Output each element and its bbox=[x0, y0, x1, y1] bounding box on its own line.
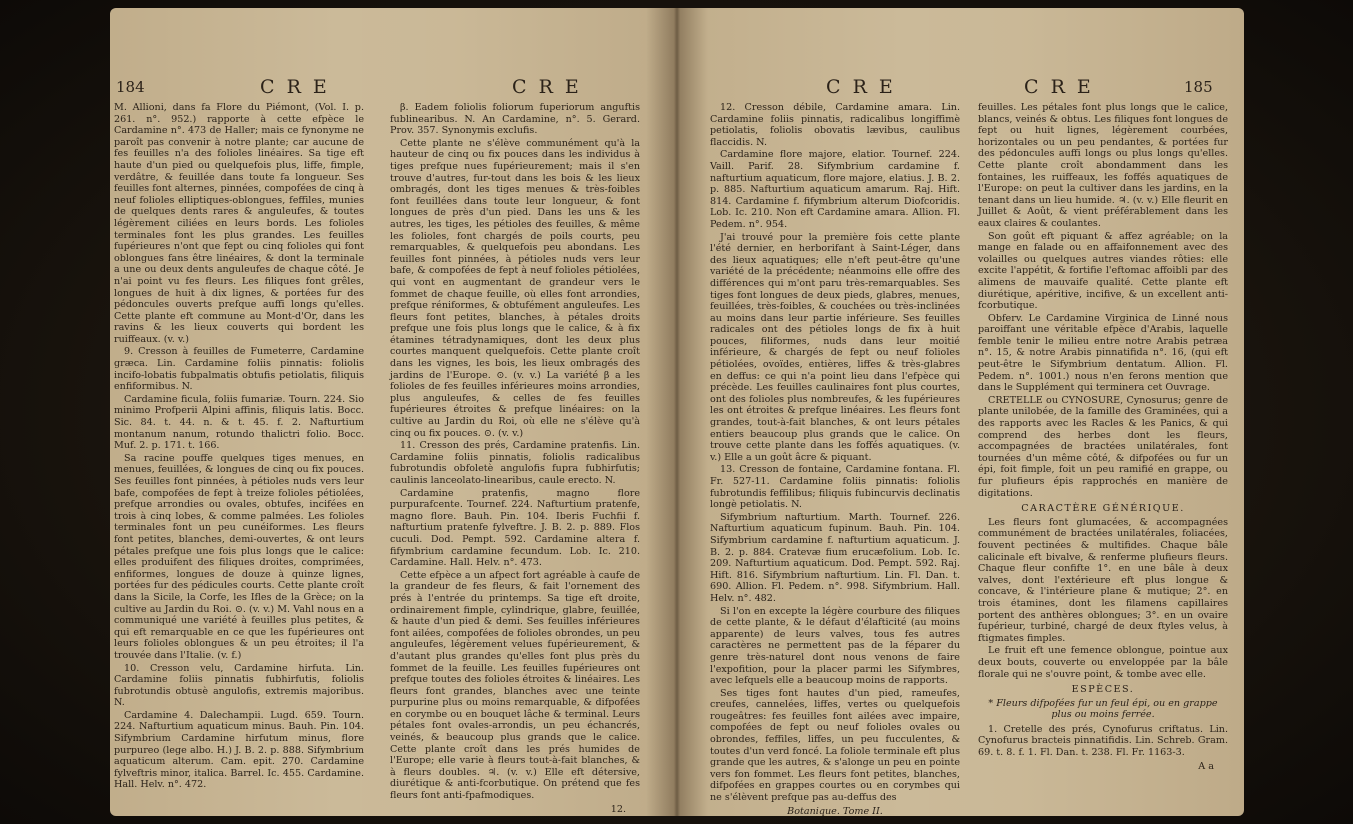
species-entry: 13. Cresson de fontaine, Cardamine fontana. Fl. Fr. 527-11. Cardamine foliis pinnatis: foliolis fubrotundis feffilibus; filiquis fubincurvis declinatis longè petiolatis. N. bbox=[710, 464, 960, 511]
left-page bbox=[110, 8, 676, 816]
species-entry: 11. Cresson des prés, Cardamine pratenfis. Lin. Cardamine foliis pinnatis, foliolis radicalibus fubrotundis obfoletè angulofis fupra fubhirfutis; caulinis lanceolato-linearibus, caule erecto. N. bbox=[390, 440, 640, 486]
genus-entry: CRETELLE ou CYNOSURE, Cynosurus; genre de plante unilobée, de la famille des Graminées, qui a des rapports avec les Racles & les Panics, & qui comprend des herbes dont les fleurs, accompagnées de bractées unilatérales, font tournées d'un même côté, & difpofées ou fur un épi, foit fimple, foit un peu ramifié en grappe, ou fur plufieurs épis rapprochés en manière de digitations. bbox=[978, 394, 1228, 499]
right-column-2 bbox=[978, 102, 1228, 773]
right-header-inner: C R E bbox=[826, 76, 896, 98]
paragraph: M. Allioni, dans fa Flore du Piémont, (Vol. I. p. 261. n°. 952.) rapporte à cette efpèce le Cardamine n°. 473 de Haller; mais ce fynonyme ne paroît pas convenir à notre plante; car aucune de fes feuilles n'a des folioles linéaires. Sa tige eft haute d'un pied ou quelquefois plus, liffe, fimple, verdâtre, & feuillée dans toute fa longueur. Ses feuilles font alternes, pinnées, compofées de cinq à neuf folioles elliptiques-oblongues, feffiles, munies de quelques dents rares & anguleufes, & toutes légèrement ciliées en leurs bords. Les folioles terminales font les plus grandes. Les feuilles fupérieures n'ont que fept ou cinq folioles qui font oblongues fans être linéaires, & dont la terminale a une ou deux dents anguleufes de chaque côté. Je n'ai point vu fes fleurs. Les filiques font grêles, longues de huit à dix lignes, & portées fur des pédoncules ouverts prefque auffi longs qu'elles. Cette plante eft commune au Mont-d'Or, dans les ravins & les lieux couverts qui bordent les ruiffeaux. (v. v.) bbox=[114, 102, 364, 345]
species-entry: 10. Cresson velu, Cardamine hirfuta. Lin. Cardamine foliis pinnatis fubhirfutis, foliolis fubrotundis obtusè angulofis, extremis majoribus. N. bbox=[114, 662, 364, 709]
paragraph: Cette efpèce a un afpect fort agréable à caufe de la grandeur de fes fleurs, & fait l'ornement des prés à l'entrée du printemps. Sa tige eft droite, ordinairement fimple, cylindrique, glabre, feuillée, & haute d'un pied & demi. Ses feuilles inférieures font ailées, compofées de folioles obrondes, un peu anguleufes, légèrement velues fupérieurement, & d'autant plus grandes qu'elles font plus près du fommet de la feuille. Les feuilles fupérieures ont prefque toutes des folioles étroites & linéaires. Les fleurs font grandes, blanches avec une teinte purpurine plus ou moins remarquable, & difpofées en corymbe ou en bouquet lâche & terminal. Leurs pétales font ovales-arrondis, un peu échancrés, veinés, & beaucoup plus grands que le calice. Cette plante croît dans les prés humides de l'Europe; elle varie à fleurs tout-à-fait blanches, & à fleurs doubles. ♃. (v. v.) Elle eft détersive, diurétique & anti-fcorbutique. On prétend que fes fleurs font anti-fpafmodiques. bbox=[390, 569, 640, 802]
right-column-1 bbox=[710, 102, 960, 816]
paragraph: J'ai trouvé pour la première fois cette plante l'été dernier, en herborifant à Saint-Léger, dans des lieux aquatiques; elle n'eft peut-être qu'une variété de la précédente; néanmoins elle offre des différences qui m'ont paru très-remarquables. Ses tiges font longues de deux pieds, glabres, menues, feuillées, très-foibles, & couchées ou très-inclinées au moins dans leur partie inférieure. Ses feuilles radicales ont des pétioles longs de fix à huit pouces, filiformes, nuds dans leur moitié inférieure, & chargés de fept ou neuf folioles pétiolées, ovoïdes, entières, liffes & très-glabres en deffus: ce qui n'a point lieu dans l'efpèce qui précède. Les feuilles caulinaires font plus courtes, ont des folioles plus nombreufes, & les fupérieures les ont étroites & prefque linéaires. Les fleurs font grandes, tout-à-fait blanches, & ont leurs pétales entiers beaucoup plus grands que le calice. On trouve cette plante dans les foffés aquatiques. (v. v.) Elle a un goût âcre & piquant. bbox=[710, 231, 960, 463]
species-heading: ESPÈCES. bbox=[1071, 684, 1135, 696]
synonyms: Cardamine flore majore, elatior. Tournef. 224. Vaill. Parif. 28. Sifymbrium cardamine f. nafturtium aquaticum, flore majore, elatius. J. B. 2. p. 885. Nafturtium aquaticum amarum. Raj. Hift. 814. Cardamine f. fifymbrium alterum Diofcoridis. Lob. Ic. 210. Non eft Cardamine amara. Allion. Fl. Pedem. n°. 954. bbox=[710, 149, 960, 230]
left-column-2 bbox=[390, 102, 640, 816]
right-running-head bbox=[676, 76, 1244, 98]
synonyms: Cardamine pratenfis, magno flore purpurafcente. Tournef. 224. Nafturtium pratenfe, magno flore. Bauh. Pin. 104. Iberis Fuchfii f. nafturtium pratenfe fylveftre. J. B. 2. p. 889. Flos cuculi. Dod. Pempt. 592. Cardamine altera f. fifymbrium cardamine fecundum. Lob. Ic. 210. Cardamine. Hall. Helv. n°. 473. bbox=[390, 487, 640, 569]
species-entry: 1. Cretelle des prés, Cynofurus criftatus. Lin. Cynofurus bracteis pinnatifidis. Lin. Schreb. Gram. 69. t. 8. f. 1. Fl. Dan. t. 238. Fl. Fr. 1163-3. bbox=[978, 723, 1228, 759]
catchword: 12. bbox=[610, 803, 626, 815]
paragraph: Sa racine pouffe quelques tiges menues, en menues, feuillées, & longues de cinq ou fix pouces. Ses feuilles font pinnées, à pétioles nuds vers leur bafe, compofées de fept à treize folioles pétiolées, prefque arrondies ou ovales, obtufes, incifées en trois à cinq lobes, & comme palmées. Les folioles terminales font un peu cunéiformes. Les fleurs font petites, blanches, demi-ouvertes, & ont leurs pétales prefque une fois plus longs que le calice: elles produifent des filiques droites, comprimées, enfiformes, longues de douze à quinze lignes, portées fur des pédicules courts. Cette plante croît dans la Sicile, la Corfe, les Ifles de la Grèce; on la cultive au Jardin du Roi. ⊙. (v. v.) M. Vahl nous en a communiqué une variété à feuilles plus petites, & qui eft remarquable en ce que les fupérieures ont leurs folioles oblongues & un peu étroites; il l'a trouvée dans l'Italie. (v. f.) bbox=[114, 452, 364, 661]
right-page-number: 185 bbox=[1184, 78, 1213, 96]
footer-title: Botanique. Tome II. bbox=[787, 805, 883, 816]
right-header-outer: C R E bbox=[1024, 76, 1094, 98]
section-heading: CARACTÈRE GÉNÉRIQUE. bbox=[1021, 503, 1185, 515]
left-page-number: 184 bbox=[116, 78, 145, 96]
synonyms: Cardamine ficula, foliis fumariæ. Tourn. 224. Sio minimo Profperii Alpini affinis, filiquis latis. Bocc. Sic. 84. t. 44. n. & t. 45. f. 2. Nafturtium montanum nanum, rotundo thalictri folio. Bocc. Muf. 2. p. 171. t. 166. bbox=[114, 393, 364, 452]
paragraph: Son goût eft piquant & affez agréable; on la mange en falade ou en affaifonnement avec des volailles ou quelques autres viandes rôties: elle excite l'appétit, & fortifie l'eftomac affoibli par des alimens de mauvaife qualité. Cette plante eft diurétique, apéritive, incifive, & un excellent anti-fcorbutique. bbox=[978, 230, 1228, 312]
signature-mark: A a bbox=[1198, 760, 1214, 772]
paragraph: Ses tiges font hautes d'un pied, rameufes, creufes, cannelées, liffes, vertes ou quelquefois rougeâtres: fes feuilles font ailées avec impaire, compofées de fept ou neuf folioles ovales ou obrondes, feffiles, liffes, un peu fucculentes, & toutes d'un verd foncé. La foliole terminale eft plus grande que les autres, & s'alonge un peu en pointe vers fon fommet. Les fleurs font petites, blanches, difpofées en grappes courtes ou en corymbes qui ne s'élèvent prefque pas au-deffus des bbox=[710, 687, 960, 804]
paragraph: feuilles. Les pétales font plus longs que le calice, blancs, veinés & obtus. Les filiques font longues de fept ou huit lignes, légèrement courbées, horizontales ou un peu pendantes, & portées fur des pédoncules auffi longs ou plus longs qu'elles. Cette plante croît abondamment dans les fontaines, les ruiffeaux, les foffés aquatiques de l'Europe: on peut la cultiver dans les jardins, en la tenant dans un lieu humide. ♃. (v. v.) Elle fleurit en Juillet & Août, & vient préférablement dans les eaux claires & coulantes. bbox=[978, 102, 1228, 229]
species-subheading: * Fleurs difpofées fur un feul épi, ou en grappe plus ou moins ferrée. bbox=[988, 697, 1218, 721]
left-running-head bbox=[110, 76, 676, 98]
left-header-inner: C R E bbox=[512, 76, 582, 98]
paragraph: Cette plante ne s'élève communément qu'à la hauteur de cinq ou fix pouces dans les individus à tiges prefque nues fupérieurement; mais il s'en trouve d'autres, fur-tout dans les bois & les lieux ombragés, dont les tiges menues & très-foibles font feuillées dans toute leur longueur, & font longues de près d'un pied. Dans les uns & les autres, les tiges, les pétioles des feuilles, & même les folioles, font chargés de poils courts, peu remarquables, & quelquefois peu abondans. Les feuilles font pinnées, à pétioles nuds vers leur bafe, & compofées de fept à neuf folioles pétiolées, qui vont en augmentant de grandeur vers le fommet de chaque feuille, où elles font arrondies, prefque réniformes, & obtufément anguleufes. Les fleurs font petites, blanches, à pétales droits prefque une fois plus longs que le calice, & à fix étamines tétradynamiques, dont les deux plus courtes manquent quelquefois. Cette plante croît dans les vignes, les bois, les lieux ombragés des jardins de l'Europe. ⊙. (v. v.) La variété β a les folioles de fes feuilles inférieures moins arrondies, plus anguleufes, & celles de fes feuilles fupérieures étroites & prefque linéaires: on la cultive au Jardin du Roi, où elle ne s'élève qu'à cinq ou fix pouces. ⊙. (v. v.) bbox=[390, 137, 640, 439]
species-entry: 12. Cresson débile, Cardamine amara. Lin. Cardamine foliis pinnatis, radicalibus longiffimè petiolatis, foliolis obovatis lævibus, caulibus flaccidis. N. bbox=[710, 102, 960, 148]
paragraph: Si l'on en excepte la légère courbure des filiques de cette plante, & le défaut d'élafticité (au moins apparente) de leurs valves, tous fes autres caractères ne permettent pas de la féparer du genre très-naturel dont nous venons de faire l'expofition, pour la placer parmi les Sifymbres, avec lefquels elle a beaucoup moins de rapports. bbox=[710, 605, 960, 687]
species-entry: 9. Cresson à feuilles de Fumeterre, Cardamine græca. Lin. Cardamine foliis pinnatis: foliolis incifo-lobatis fubpalmatis obtufis petiolatis, filiquis enfiformibus. N. bbox=[114, 346, 364, 393]
observation: Obferv. Le Cardamine Virginica de Linné nous paroiffant une véritable efpèce d'Arabis, laquelle femble tenir le milieu entre notre Arabis petræa n°. 15, & notre Arabis pinnatifida n°. 16, (qui eft peut-être le Sifymbrium dentatum. Allion. Fl. Pedem. n°. 1001.) nous n'en ferons mention que dans le Supplément qui terminera cet Ouvrage. bbox=[978, 312, 1228, 394]
synonyms: Cardamine 4. Dalechampii. Lugd. 659. Tourn. 224. Nafturtium aquaticum minus. Bauh. Pin. 104. Sifymbrium Cardamine hirfutum minus, flore purpureo (lege albo. H.) J. B. 2. p. 888. Sifymbrium aquaticum alterum. Cam. epit. 270. Cardamine fylveftris minor, italica. Barrel. Ic. 455. Cardamine. Hall. Helv. n°. 472. bbox=[114, 709, 364, 791]
variety-entry: β. Eadem foliolis foliorum fuperiorum anguftis fublinearibus. N. An Cardamine, n°. 5. Gerard. Prov. 357. Synonymis exclufis. bbox=[390, 102, 640, 137]
paragraph: Les fleurs font glumacées, & accompagnées communément de bractées unilatérales, foliacées, fouvent pectinées & multifides. Chaque bâle calicinale eft bivalve, & renferme plufieurs fleurs. Chaque fleur confifte 1°. en une bâle à deux valves, dont l'extérieure eft plus longue & concave, & l'intérieure plane & mutique; 2°. en trois étamines, dont les filamens capillaires portent des anthères oblongues; 3°. en un ovaire fupérieur, turbiné, chargé de deux ftyles velus, à ftigmates fimples. bbox=[978, 516, 1228, 644]
left-header-outer: C R E bbox=[260, 76, 330, 98]
paragraph: Le fruit eft une femence oblongue, pointue aux deux bouts, couverte ou enveloppée par la bâle florale qui ne s'ouvre point, & tombe avec elle. bbox=[978, 645, 1228, 680]
synonyms: Sifymbrium nafturtium. Marth. Tournef. 226. Nafturtium aquaticum fupinum. Bauh. Pin. 104. Sifymbrium cardamine f. nafturtium aquaticum. J. B. 2. p. 884. Cratevæ fium erucæfolium. Lob. Ic. 209. Nafturtium aquaticum. Dod. Pempt. 592. Raj. Hift. 816. Sifymbrium nafturtium. Lin. Fl. Dan. t. 690. Allion. Fl. Pedem. n°. 998. Sifymbrium. Hall. Helv. n°. 482. bbox=[710, 511, 960, 604]
right-page bbox=[676, 8, 1244, 816]
left-column-1 bbox=[114, 102, 364, 792]
